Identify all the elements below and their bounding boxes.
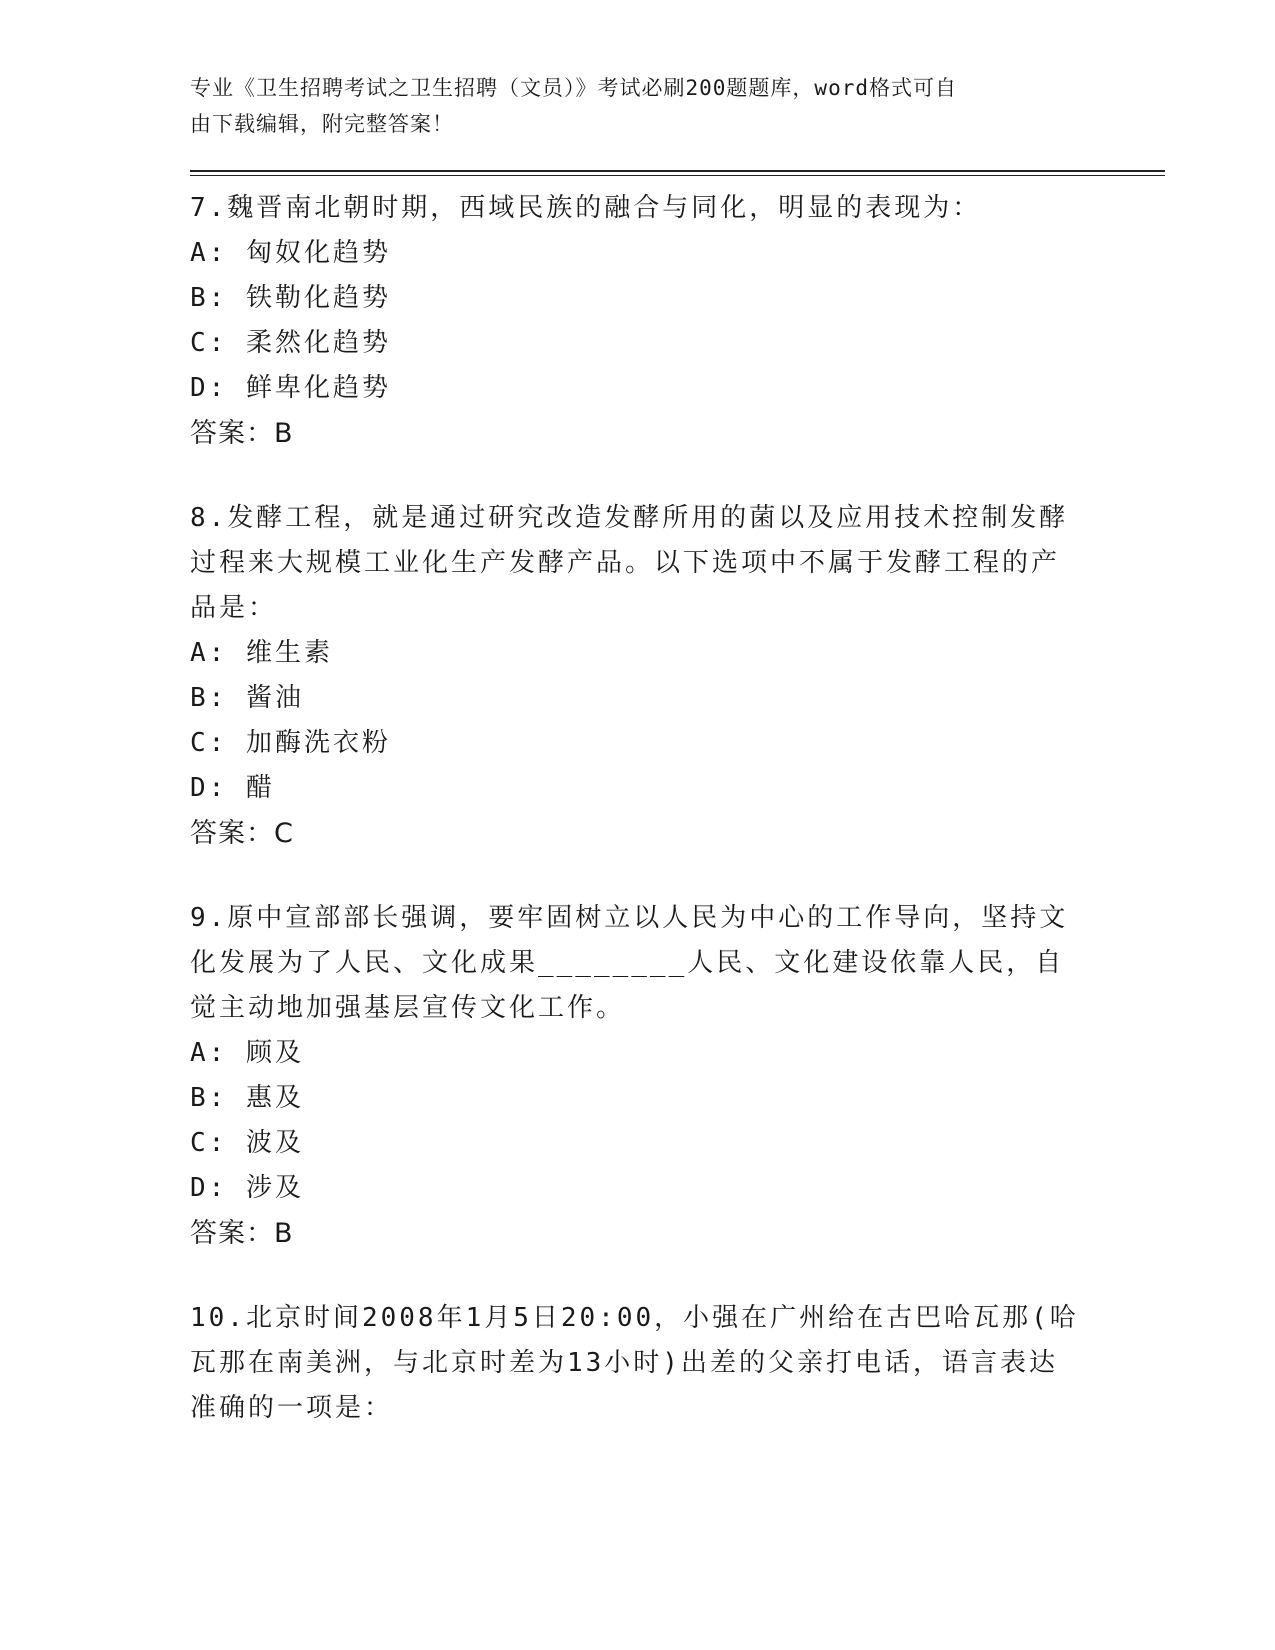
question-7 — [190, 186, 1085, 456]
question-stem: 8.发酵工程，就是通过研究改造发酵所用的菌以及应用技术控制发酵过程来大规模工业化生产发酵产品。以下选项中不属于发酵工程的产品是： — [190, 503, 1069, 623]
question-stem: 7.魏晋南北朝时期，西域民族的融合与同化，明显的表现为： — [190, 193, 982, 223]
answer-key: 答案：C — [190, 818, 294, 849]
document-header — [190, 70, 1085, 142]
answer-key: 答案：B — [190, 418, 294, 449]
question-stem: 10.北京时间2008年1月5日20:00，小强在广州给在古巴哈瓦那(哈瓦那在南美洲，与北京时差为13小时)出差的父亲打电话，语言表达准确的一项是： — [190, 1303, 1079, 1423]
option-c: C: 加酶洗衣粉 — [190, 728, 391, 758]
option-b: B: 铁勒化趋势 — [190, 283, 391, 313]
document-page — [190, 70, 1085, 1431]
header-line-2: 由下载编辑，附完整答案！ — [190, 112, 454, 136]
question-9 — [190, 896, 1085, 1256]
option-a: A: 维生素 — [190, 638, 333, 668]
header-divider — [190, 170, 1165, 176]
answer-key: 答案：B — [190, 1218, 294, 1249]
option-c: C: 柔然化趋势 — [190, 328, 391, 358]
option-b: B: 惠及 — [190, 1083, 304, 1113]
option-d: D: 鲜卑化趋势 — [190, 373, 391, 403]
option-c: C: 波及 — [190, 1128, 304, 1158]
option-d: D: 涉及 — [190, 1173, 304, 1203]
question-8 — [190, 496, 1085, 856]
option-a: A: 匈奴化趋势 — [190, 238, 391, 268]
question-stem: 9.原中宣部部长强调，要牢固树立以人民为中心的工作导向，坚持文化发展为了人民、文化成果________人民、文化建设依靠人民，自觉主动地加强基层宣传文化工作。 — [190, 903, 1069, 1023]
option-b: B: 酱油 — [190, 683, 304, 713]
option-d: D: 醋 — [190, 773, 275, 803]
question-10 — [190, 1296, 1085, 1431]
option-a: A: 顾及 — [190, 1038, 304, 1068]
header-line-1: 专业《卫生招聘考试之卫生招聘（文员）》考试必刷200题题库，word格式可自 — [190, 76, 957, 100]
